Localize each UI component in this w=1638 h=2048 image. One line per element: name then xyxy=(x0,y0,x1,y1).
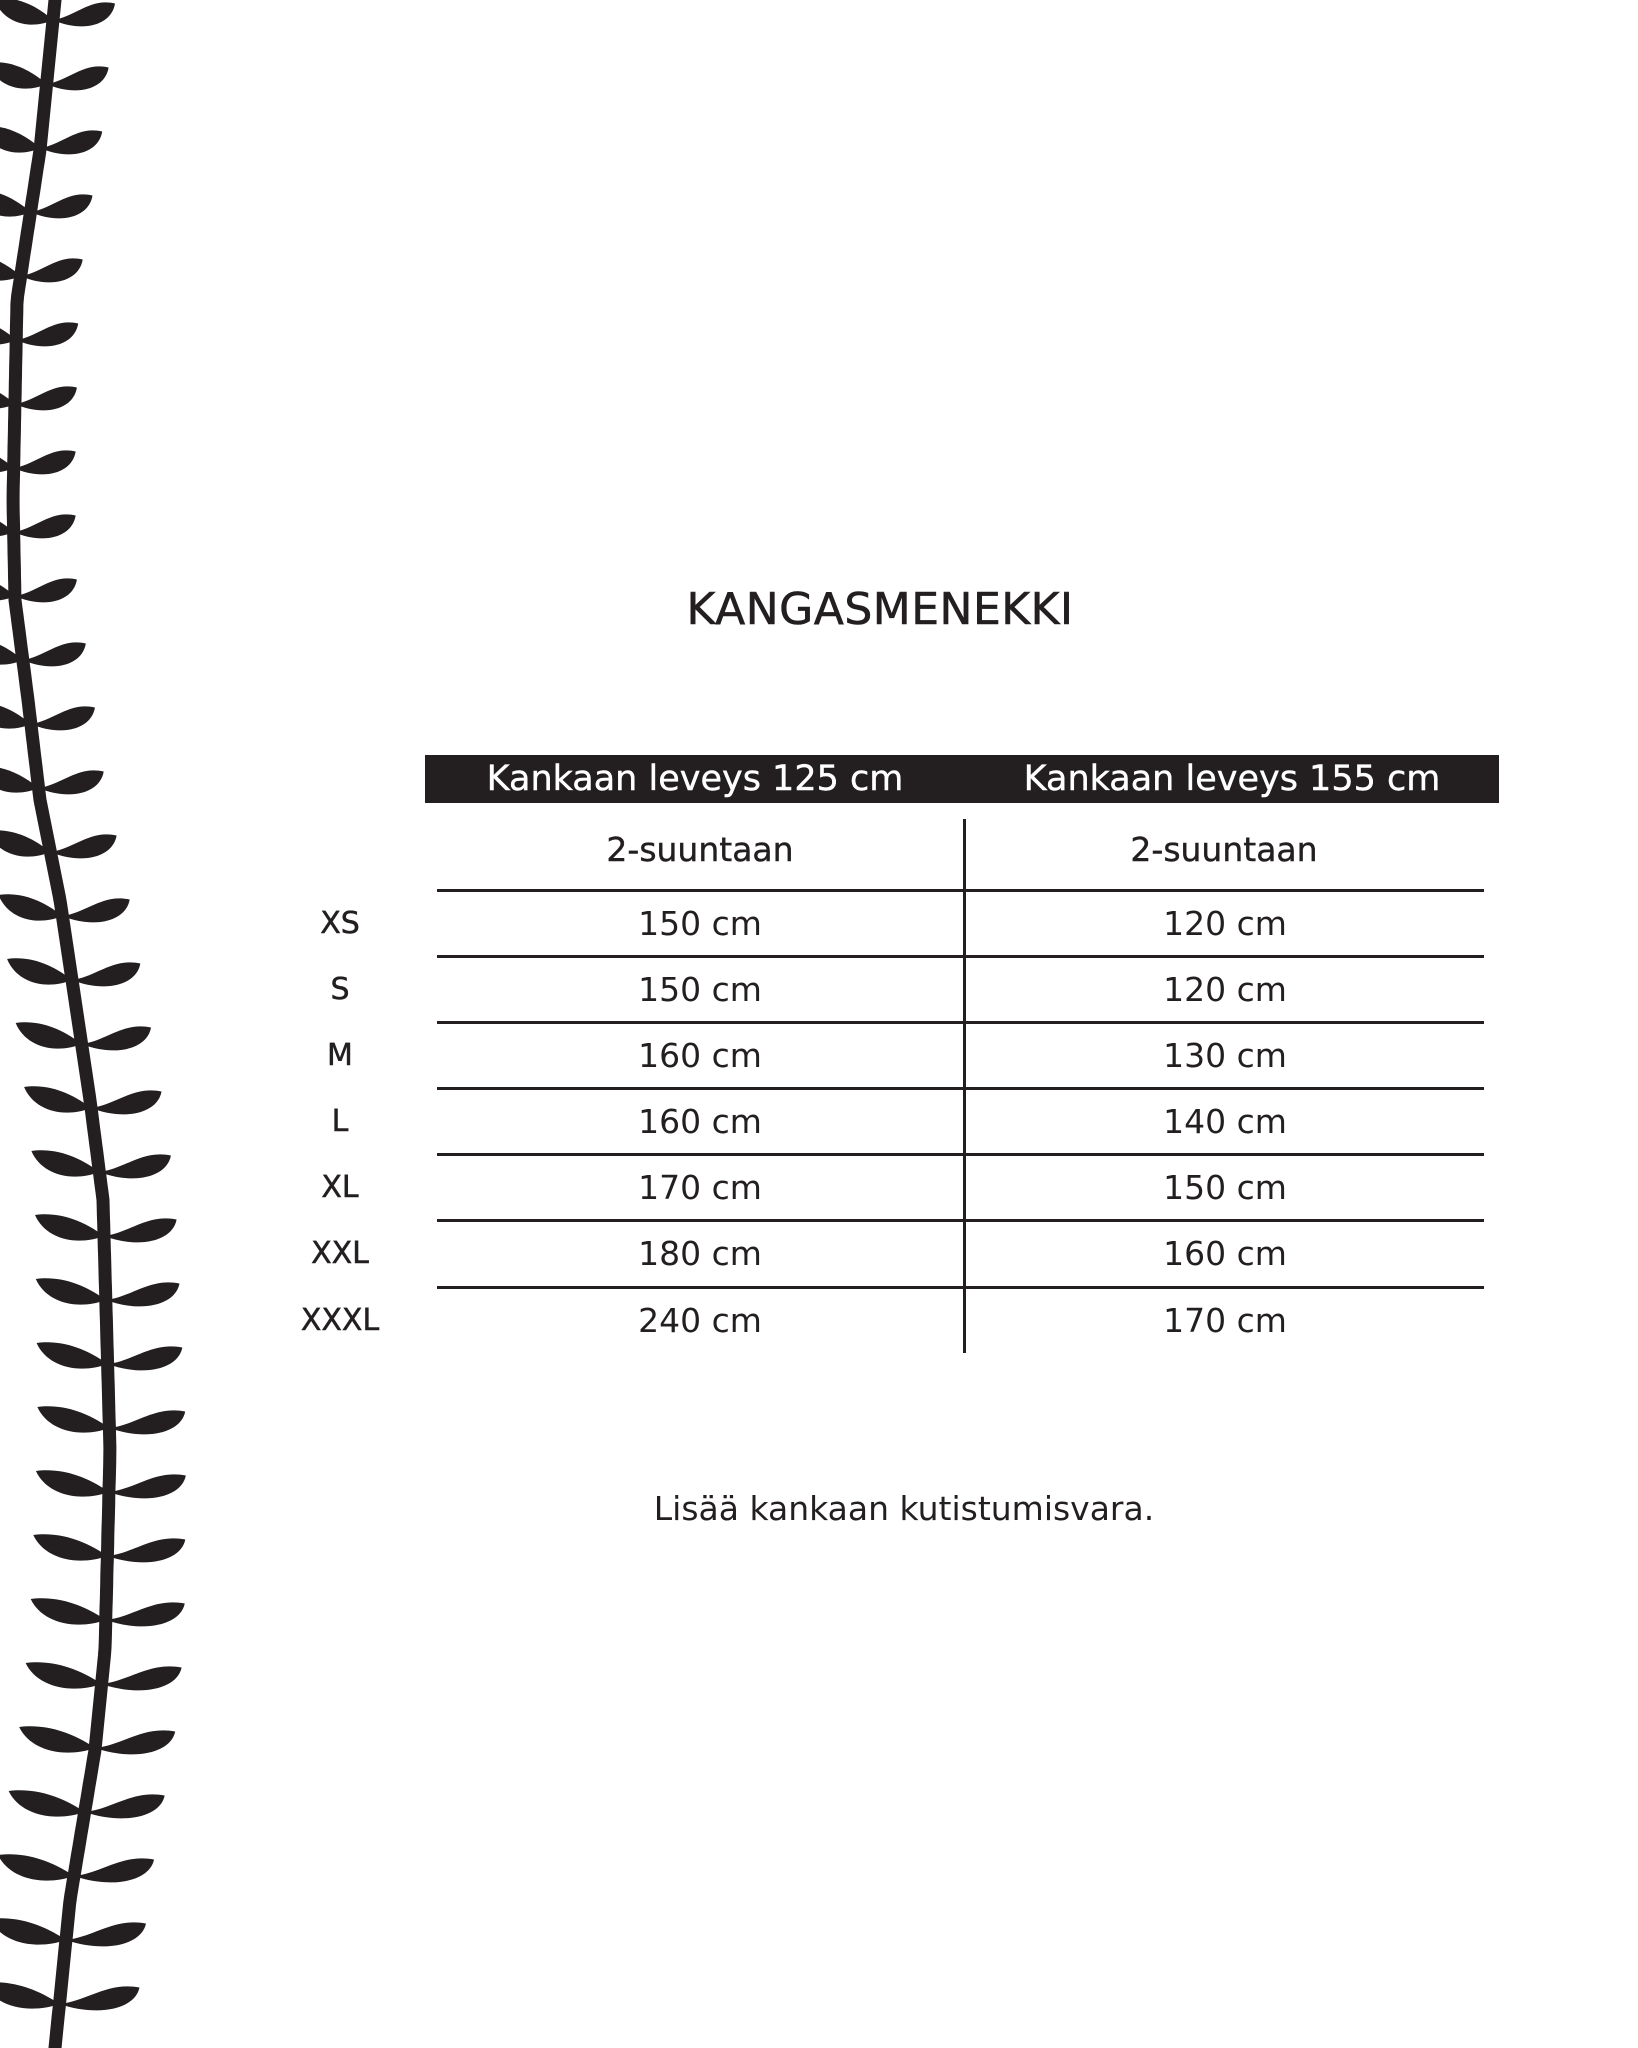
size-label: XS xyxy=(320,906,360,941)
fabric-125-value: 170 cm xyxy=(638,1168,762,1207)
fabric-125-value: 180 cm xyxy=(638,1234,762,1273)
table-row xyxy=(0,1155,1638,1221)
fabric-125-value: 160 cm xyxy=(638,1102,762,1141)
subheader-125: 2-suuntaan xyxy=(606,830,794,869)
fabric-155-value: 120 cm xyxy=(1163,904,1287,943)
fabric-125-value: 240 cm xyxy=(638,1301,762,1340)
column-header-155: Kankaan leveys 155 cm xyxy=(1023,759,1441,799)
size-label: XXXL xyxy=(300,1303,380,1338)
size-label: S xyxy=(330,972,350,1007)
page-title: KANGASMENEKKI xyxy=(686,584,1074,635)
fabric-155-value: 170 cm xyxy=(1163,1301,1287,1340)
fabric-155-value: 160 cm xyxy=(1163,1234,1287,1273)
fabric-155-value: 130 cm xyxy=(1163,1036,1287,1075)
table-row xyxy=(0,1221,1638,1287)
fabric-125-value: 160 cm xyxy=(638,1036,762,1075)
shrinkage-note: Lisää kankaan kutistumisvara. xyxy=(653,1489,1155,1528)
size-label: XXL xyxy=(311,1236,369,1271)
table-header-bar xyxy=(425,755,1499,803)
column-header-125: Kankaan leveys 125 cm xyxy=(486,759,904,799)
fabric-125-value: 150 cm xyxy=(638,970,762,1009)
subheader-155: 2-suuntaan xyxy=(1130,830,1318,869)
table-row xyxy=(0,1089,1638,1155)
fabric-155-value: 120 cm xyxy=(1163,970,1287,1009)
table-row xyxy=(0,957,1638,1023)
table-row xyxy=(0,1023,1638,1089)
fabric-155-value: 150 cm xyxy=(1163,1168,1287,1207)
fabric-155-value: 140 cm xyxy=(1163,1102,1287,1141)
table-row xyxy=(0,891,1638,957)
size-label: M xyxy=(327,1038,353,1073)
size-label: XL xyxy=(321,1170,359,1205)
table-row xyxy=(0,1288,1638,1354)
size-label: L xyxy=(331,1104,349,1139)
fabric-125-value: 150 cm xyxy=(638,904,762,943)
